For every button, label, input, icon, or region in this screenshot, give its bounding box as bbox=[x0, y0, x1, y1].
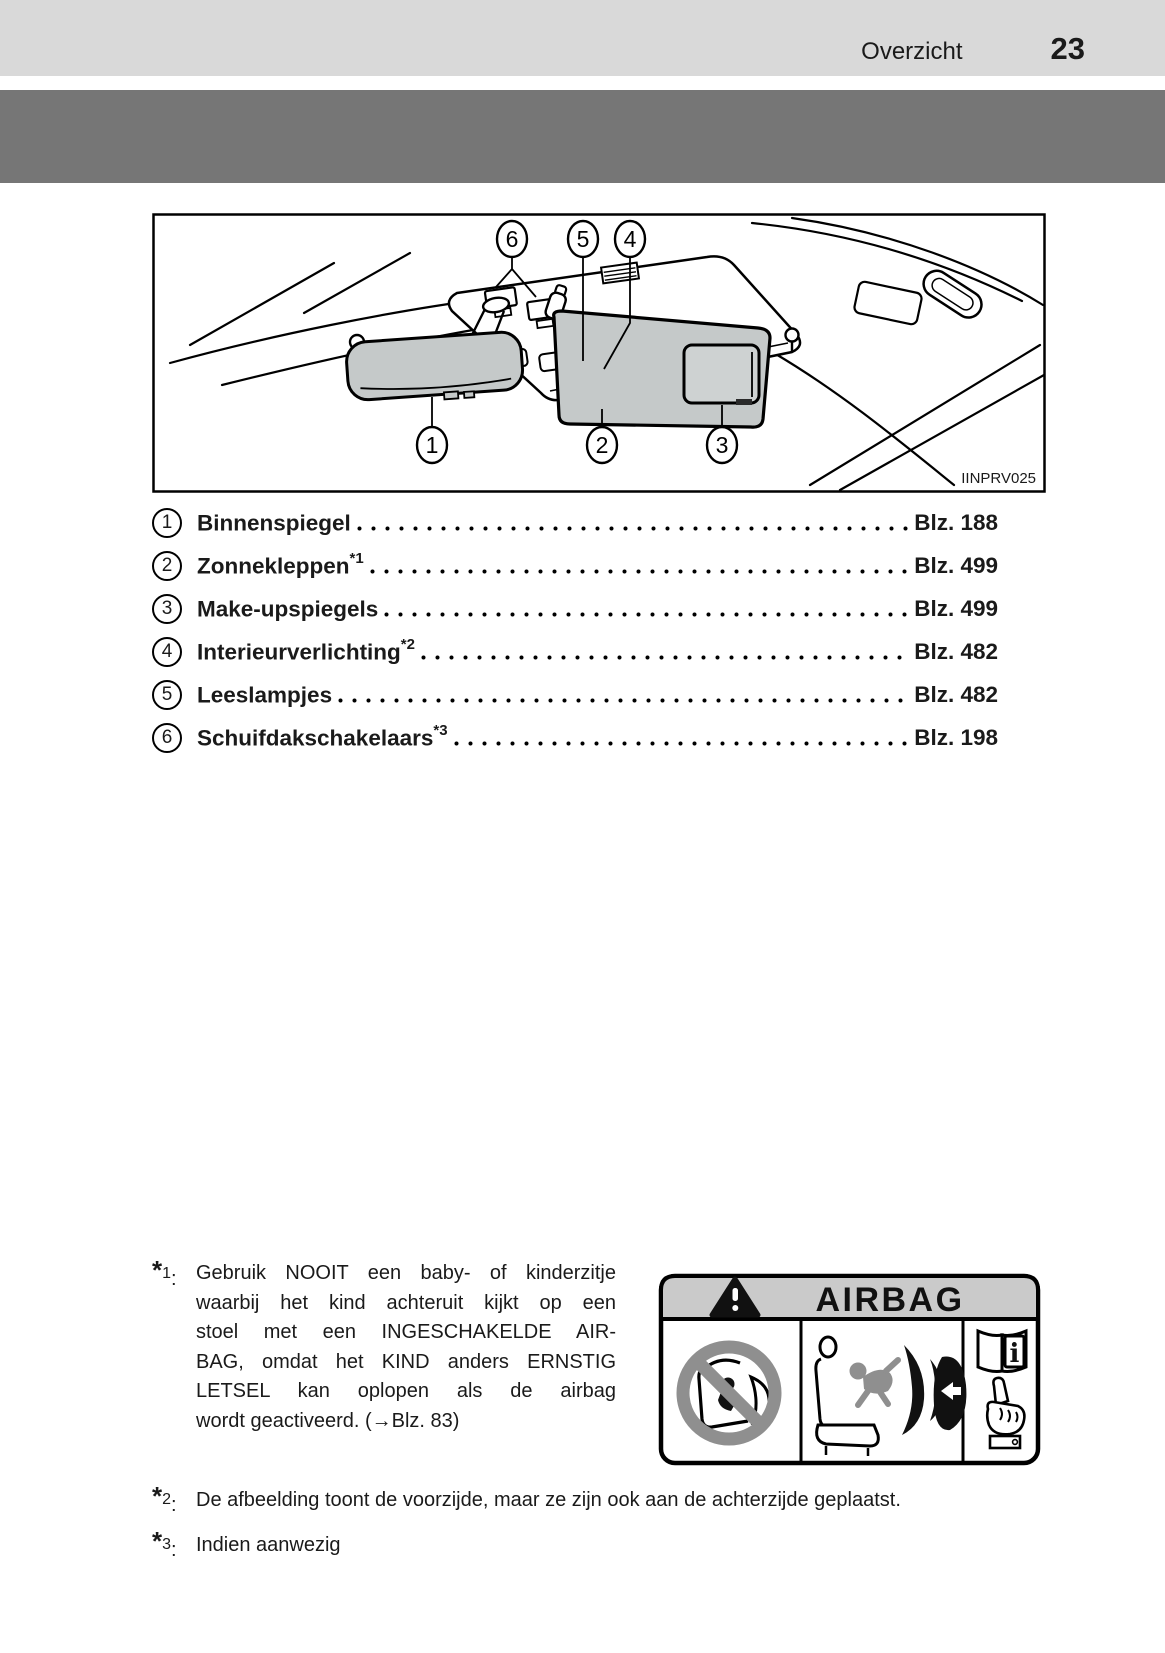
dot-leader bbox=[454, 723, 912, 753]
section-title: Overzicht bbox=[861, 38, 963, 65]
overhead-console-figure bbox=[152, 213, 1046, 493]
interior-roof-illustration bbox=[152, 213, 1046, 493]
callout-1: 1 bbox=[425, 432, 439, 458]
item-number-badge: 4 bbox=[152, 637, 182, 667]
callout-4: 4 bbox=[623, 226, 637, 252]
item-label: Make-upspiegels bbox=[197, 596, 379, 622]
legend-row-1 bbox=[152, 501, 998, 544]
item-label: Binnenspiegel bbox=[197, 510, 351, 536]
item-label: Leeslampjes bbox=[197, 682, 333, 708]
legend-row-3 bbox=[152, 587, 998, 630]
footnote-1-text: Gebruik NOOIT een baby- of kinderzitje waarbij het kind achteruit kijkt op een stoel met een INGESCHAKELDE AIR- BAG, omdat het KIND anders ERNSTIG LETSEL kan oplopen als de airbag wordt geactiveerd. (→Blz. 83) bbox=[196, 1262, 616, 1432]
footnote-3 bbox=[152, 1526, 1165, 1561]
item-number-badge: 5 bbox=[152, 680, 182, 710]
item-page-ref: Blz. 198 bbox=[914, 724, 998, 750]
item-number-badge: 2 bbox=[152, 551, 182, 581]
footnote-1 bbox=[152, 1255, 1165, 1485]
callout-2: 2 bbox=[595, 432, 609, 458]
item-footnote-ref: *2 bbox=[400, 635, 415, 653]
dot-leader bbox=[384, 594, 911, 624]
header-gap bbox=[0, 76, 1165, 90]
dot-leader bbox=[421, 637, 911, 667]
legend-row-6 bbox=[152, 716, 998, 759]
item-number-badge: 1 bbox=[152, 508, 182, 538]
airbag-title: AIRBAG bbox=[815, 1281, 965, 1319]
page-content bbox=[152, 213, 1046, 1560]
footnote-1-marker: *1: bbox=[152, 1255, 177, 1290]
page-number: 23 bbox=[1050, 31, 1085, 66]
legend-row-2 bbox=[152, 544, 998, 587]
callout-6: 6 bbox=[505, 226, 519, 252]
item-footnote-ref: *1 bbox=[349, 549, 364, 567]
item-page-ref: Blz. 482 bbox=[914, 638, 998, 664]
page-header bbox=[0, 0, 1165, 76]
legend-row-5 bbox=[152, 673, 998, 716]
chapter-banner bbox=[0, 90, 1165, 183]
item-label: Interieurverlichting bbox=[197, 639, 401, 665]
dot-leader bbox=[357, 508, 911, 538]
item-page-ref: Blz. 499 bbox=[914, 595, 998, 621]
airbag-warning-label bbox=[658, 1273, 1041, 1466]
svg-text:i: i bbox=[1009, 1339, 1020, 1369]
item-page-ref: Blz. 188 bbox=[914, 509, 998, 535]
item-number-badge: 3 bbox=[152, 594, 182, 624]
vanity-mirror bbox=[684, 345, 759, 405]
item-page-ref: Blz. 499 bbox=[914, 552, 998, 578]
legend-row-4 bbox=[152, 630, 998, 673]
footnote-2 bbox=[152, 1481, 1165, 1516]
figure-code: IINPRV025 bbox=[961, 470, 1036, 487]
dot-leader bbox=[370, 551, 912, 581]
footnote-3-marker: *3: bbox=[152, 1526, 177, 1561]
item-label: Zonnekleppen bbox=[197, 553, 350, 579]
item-page-ref: Blz. 482 bbox=[914, 681, 998, 707]
footnotes-section bbox=[152, 1255, 1165, 1561]
footnote-2-marker: *2: bbox=[152, 1481, 177, 1516]
legend-list bbox=[152, 501, 998, 759]
item-footnote-ref: *3 bbox=[433, 721, 448, 739]
callout-3: 3 bbox=[715, 432, 729, 458]
item-number-badge: 6 bbox=[152, 723, 182, 753]
footnote-2-text: De afbeelding toont de voorzijde, maar ze zijn ook aan de achterzijde geplaatst. bbox=[196, 1489, 901, 1511]
item-label: Schuifdakschakelaars bbox=[197, 725, 434, 751]
callout-5: 5 bbox=[576, 226, 590, 252]
dot-leader bbox=[338, 680, 911, 710]
footnote-3-text: Indien aanwezig bbox=[196, 1534, 341, 1556]
